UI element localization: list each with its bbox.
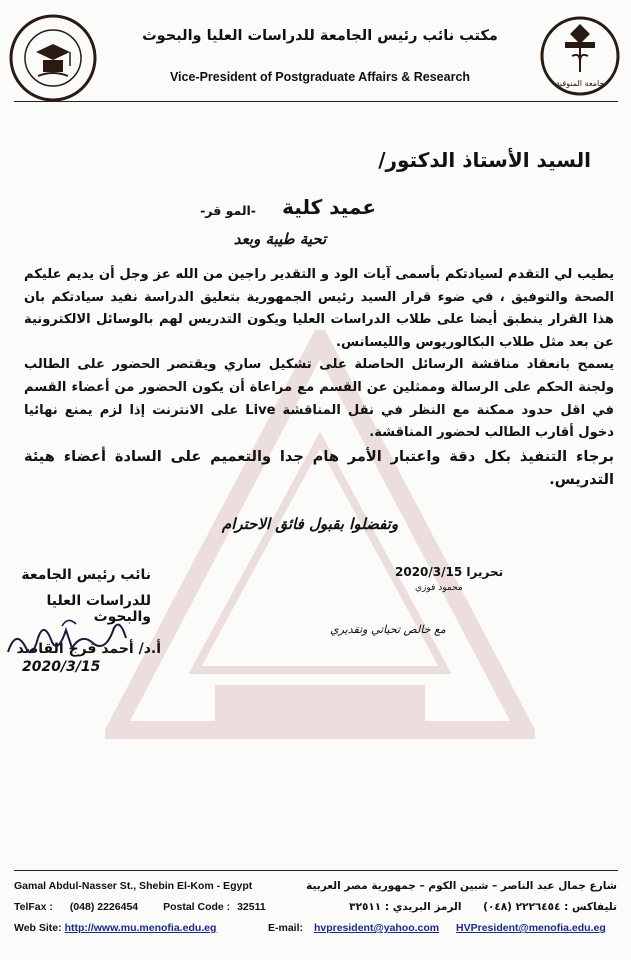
greeting: تحية طيبة وبعد bbox=[233, 230, 327, 248]
telfax-ar: تليفاكس : ٢٢٢٦٤٥٤ (٠٤٨) bbox=[483, 901, 617, 913]
letter-body bbox=[24, 264, 614, 491]
footer-address-en: Gamal Abdul-Nasser St., Shebin El-Kom - Egypt bbox=[14, 880, 253, 892]
date-note: تحريرا 2020/3/15 bbox=[395, 565, 504, 579]
clerk-name: محمود فوزي bbox=[415, 583, 463, 593]
email-label: E-mail: bbox=[268, 922, 304, 934]
header-arabic-title: مكتب نائب رئيس الجامعة للدراسات العليا والبحوث bbox=[142, 28, 498, 44]
footer-email bbox=[268, 922, 606, 934]
logo-caption: جامعة المنوفية bbox=[555, 79, 605, 88]
paragraph-instruction: برجاء التنفيذ بكل دقة واعتبار الأمر هام جدا والتعميم على السادة أعضاء هيئة التدريس. bbox=[24, 447, 614, 488]
postal-ar: الرمز البريدي : ٣٢٥١١ bbox=[349, 901, 462, 913]
signatory-title: نائب رئيس الجامعة bbox=[21, 567, 151, 583]
menofia-university-logo bbox=[538, 12, 622, 98]
website-link[interactable]: http://www.mu.menofia.edu.eg bbox=[64, 922, 217, 934]
footer-telfax-ar bbox=[349, 901, 617, 913]
postal-label: Postal Code : bbox=[163, 901, 231, 913]
footer-telfax bbox=[14, 901, 266, 913]
header-divider bbox=[14, 101, 618, 102]
email-link-menofia[interactable]: HVPresident@menofia.edu.eg bbox=[456, 922, 606, 934]
footer-divider bbox=[14, 870, 618, 871]
recipient-dean: عميد كلية bbox=[282, 195, 376, 219]
closing-phrase: وتفضلوا بقبول فائق الاحترام bbox=[221, 515, 399, 533]
telfax-label: TelFax : bbox=[14, 901, 53, 913]
honorific: -المو قر- bbox=[200, 203, 256, 218]
postal-value: 32511 bbox=[237, 901, 266, 913]
signatory-name: أ.د/ أحمد فرج القاصد bbox=[16, 641, 161, 657]
paragraph-suspension: يطيب لي التقدم لسيادتكم بأسمى آيات الود و التقدير راجين من الله عز وجل أن يديم عليكم الصحة والتوفيق ، في ضوء قرار السيد رئيس الجمهورية بتعليق الدراسة نفيد سيادتكم بان هذا القرار ينطبق أيضا على طلاب الدراسات العليا ويكون التدريس لهم بالوسائل الالكترونية عن بعد مثل طلاب البكالوريوس والليسانس. bbox=[24, 267, 614, 350]
paragraph-thesis-defense: يسمح بانعقاد مناقشة الرسائل الحاصلة على تشكيل ساري ويقتصر الحضور على الطالب ولجنة الحكم على الرسالة وممثلين عن القسم مع مراعاة أن يكون الحضور من أعضاء القسم في اقل حدود ممكنة مع النظر في نقل المناقشة Live على الانترنت إذا لزم يمنع نهائيا دخول أقارب الطالب لحضور المناقشة. bbox=[24, 357, 614, 441]
postgraduate-sector-logo bbox=[8, 12, 98, 104]
regards-note: مع خالص تحياتي وتقديري bbox=[330, 623, 446, 636]
website-label: Web Site: bbox=[14, 922, 62, 934]
email-link-yahoo[interactable]: hvpresident@yahoo.com bbox=[313, 922, 440, 934]
telfax-value: (048) 2226454 bbox=[69, 901, 139, 913]
salutation-title: السيد الأستاذ الدكتور/ bbox=[378, 148, 591, 172]
header-english-title: Vice-President of Postgraduate Affairs & Research bbox=[169, 70, 471, 84]
signatory-department: للدراسات العليا والبحوث bbox=[46, 593, 151, 625]
signature-date: 2020/3/15 bbox=[22, 659, 101, 675]
footer-address-ar: شارع جمال عبد الناصر – شبين الكوم – جمهورية مصر العربية bbox=[306, 880, 617, 892]
footer-website bbox=[14, 922, 216, 934]
